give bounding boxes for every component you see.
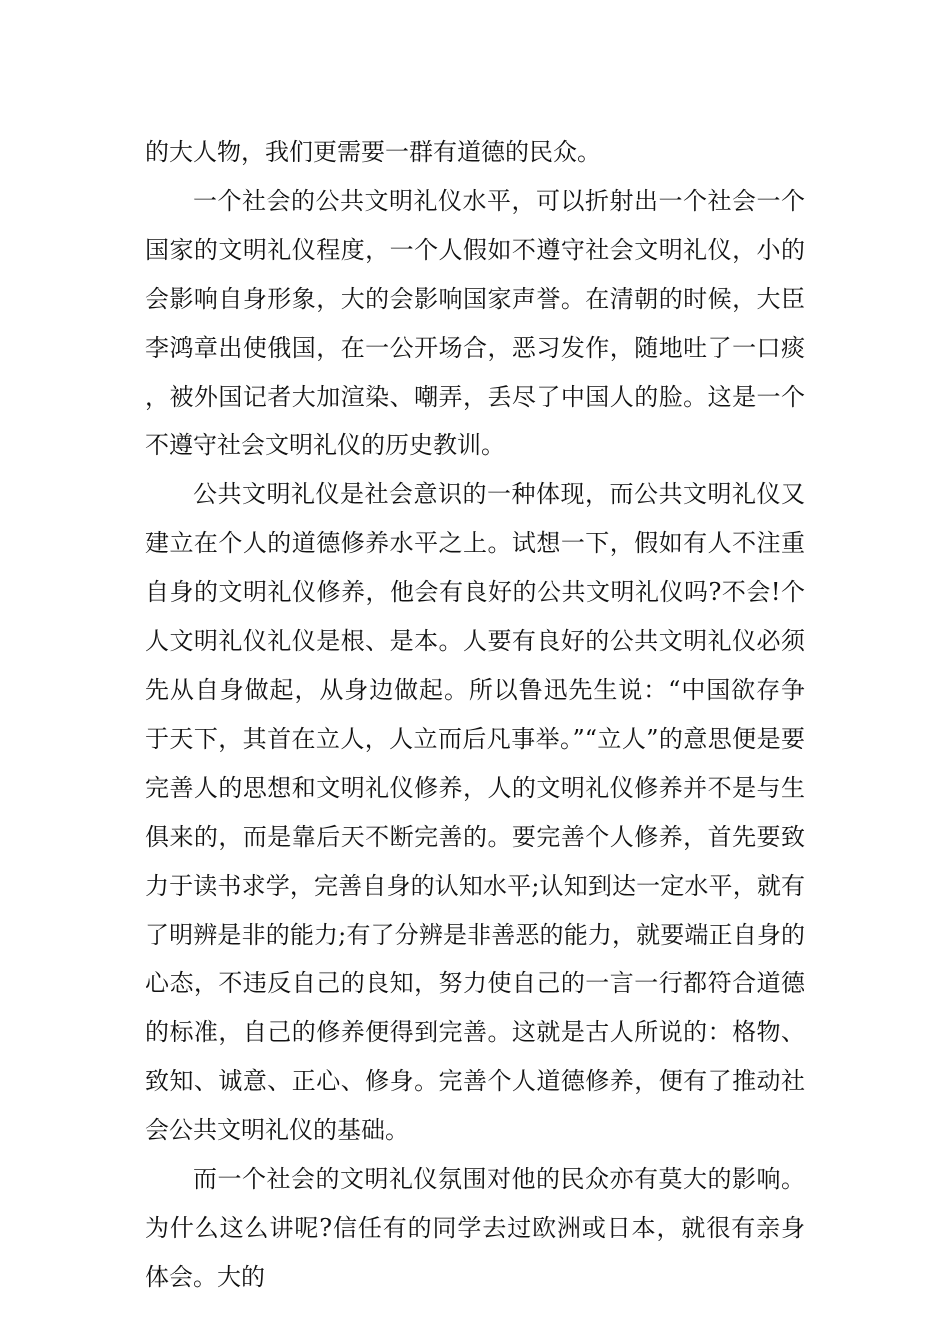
paragraph-1: 的大人物，我们更需要一群有道德的民众。 bbox=[145, 138, 601, 166]
paragraph-2: 一个社会的公共文明礼仪水平，可以折射出一个社会一个国家的文明礼仪程度，一个人假如不遵守社会文明礼仪，小的会影响自身形象，大的会影响国家声誉。在清朝的时候，大臣李鸿章出使俄国，在一公开场合，恶习发作，随地吐了一口痰，被外国记者大加渲染、嘲弄，丢尽了中国人的脸。这是一个不遵守社会文明礼仪的历史教训。 bbox=[145, 186, 805, 460]
paragraph-4: 而一个社会的文明礼仪氛围对他的民众亦有莫大的影响。为什么这么讲呢?信任有的同学去过欧洲或日本，就很有亲身体会。大的 bbox=[145, 1165, 805, 1291]
paragraph-3: 公共文明礼仪是社会意识的一种体现，而公共文明礼仪又建立在个人的道德修养水平之上。试想一下，假如有人不注重自身的文明礼仪修养，他会有良好的公共文明礼仪吗?不会!个人文明礼仪礼仪是根、是本。人要有良好的公共文明礼仪必须先从自身做起，从身边做起。所以鲁迅先生说：“中国欲存争于天下，其首在立人，人立而后凡事举。”“立人”的意思便是要完善人的思想和文明礼仪修养，人的文明礼仪修养并不是与生俱来的，而是靠后天不断完善的。要完善个人修养，首先要致力于读书求学，完善自身的认知水平;认知到达一定水平，就有了明辨是非的能力;有了分辨是非善恶的能力，就要端正自身的心态，不违反自己的良知，努力使自己的一言一行都符合道德的标准，自己的修养便得到完善。这就是古人所说的：格物、致知、诚意、正心、修身。完善个人道德修养，便有了推动社会公共文明礼仪的基础。 bbox=[145, 480, 805, 1145]
document-body bbox=[145, 128, 805, 1302]
